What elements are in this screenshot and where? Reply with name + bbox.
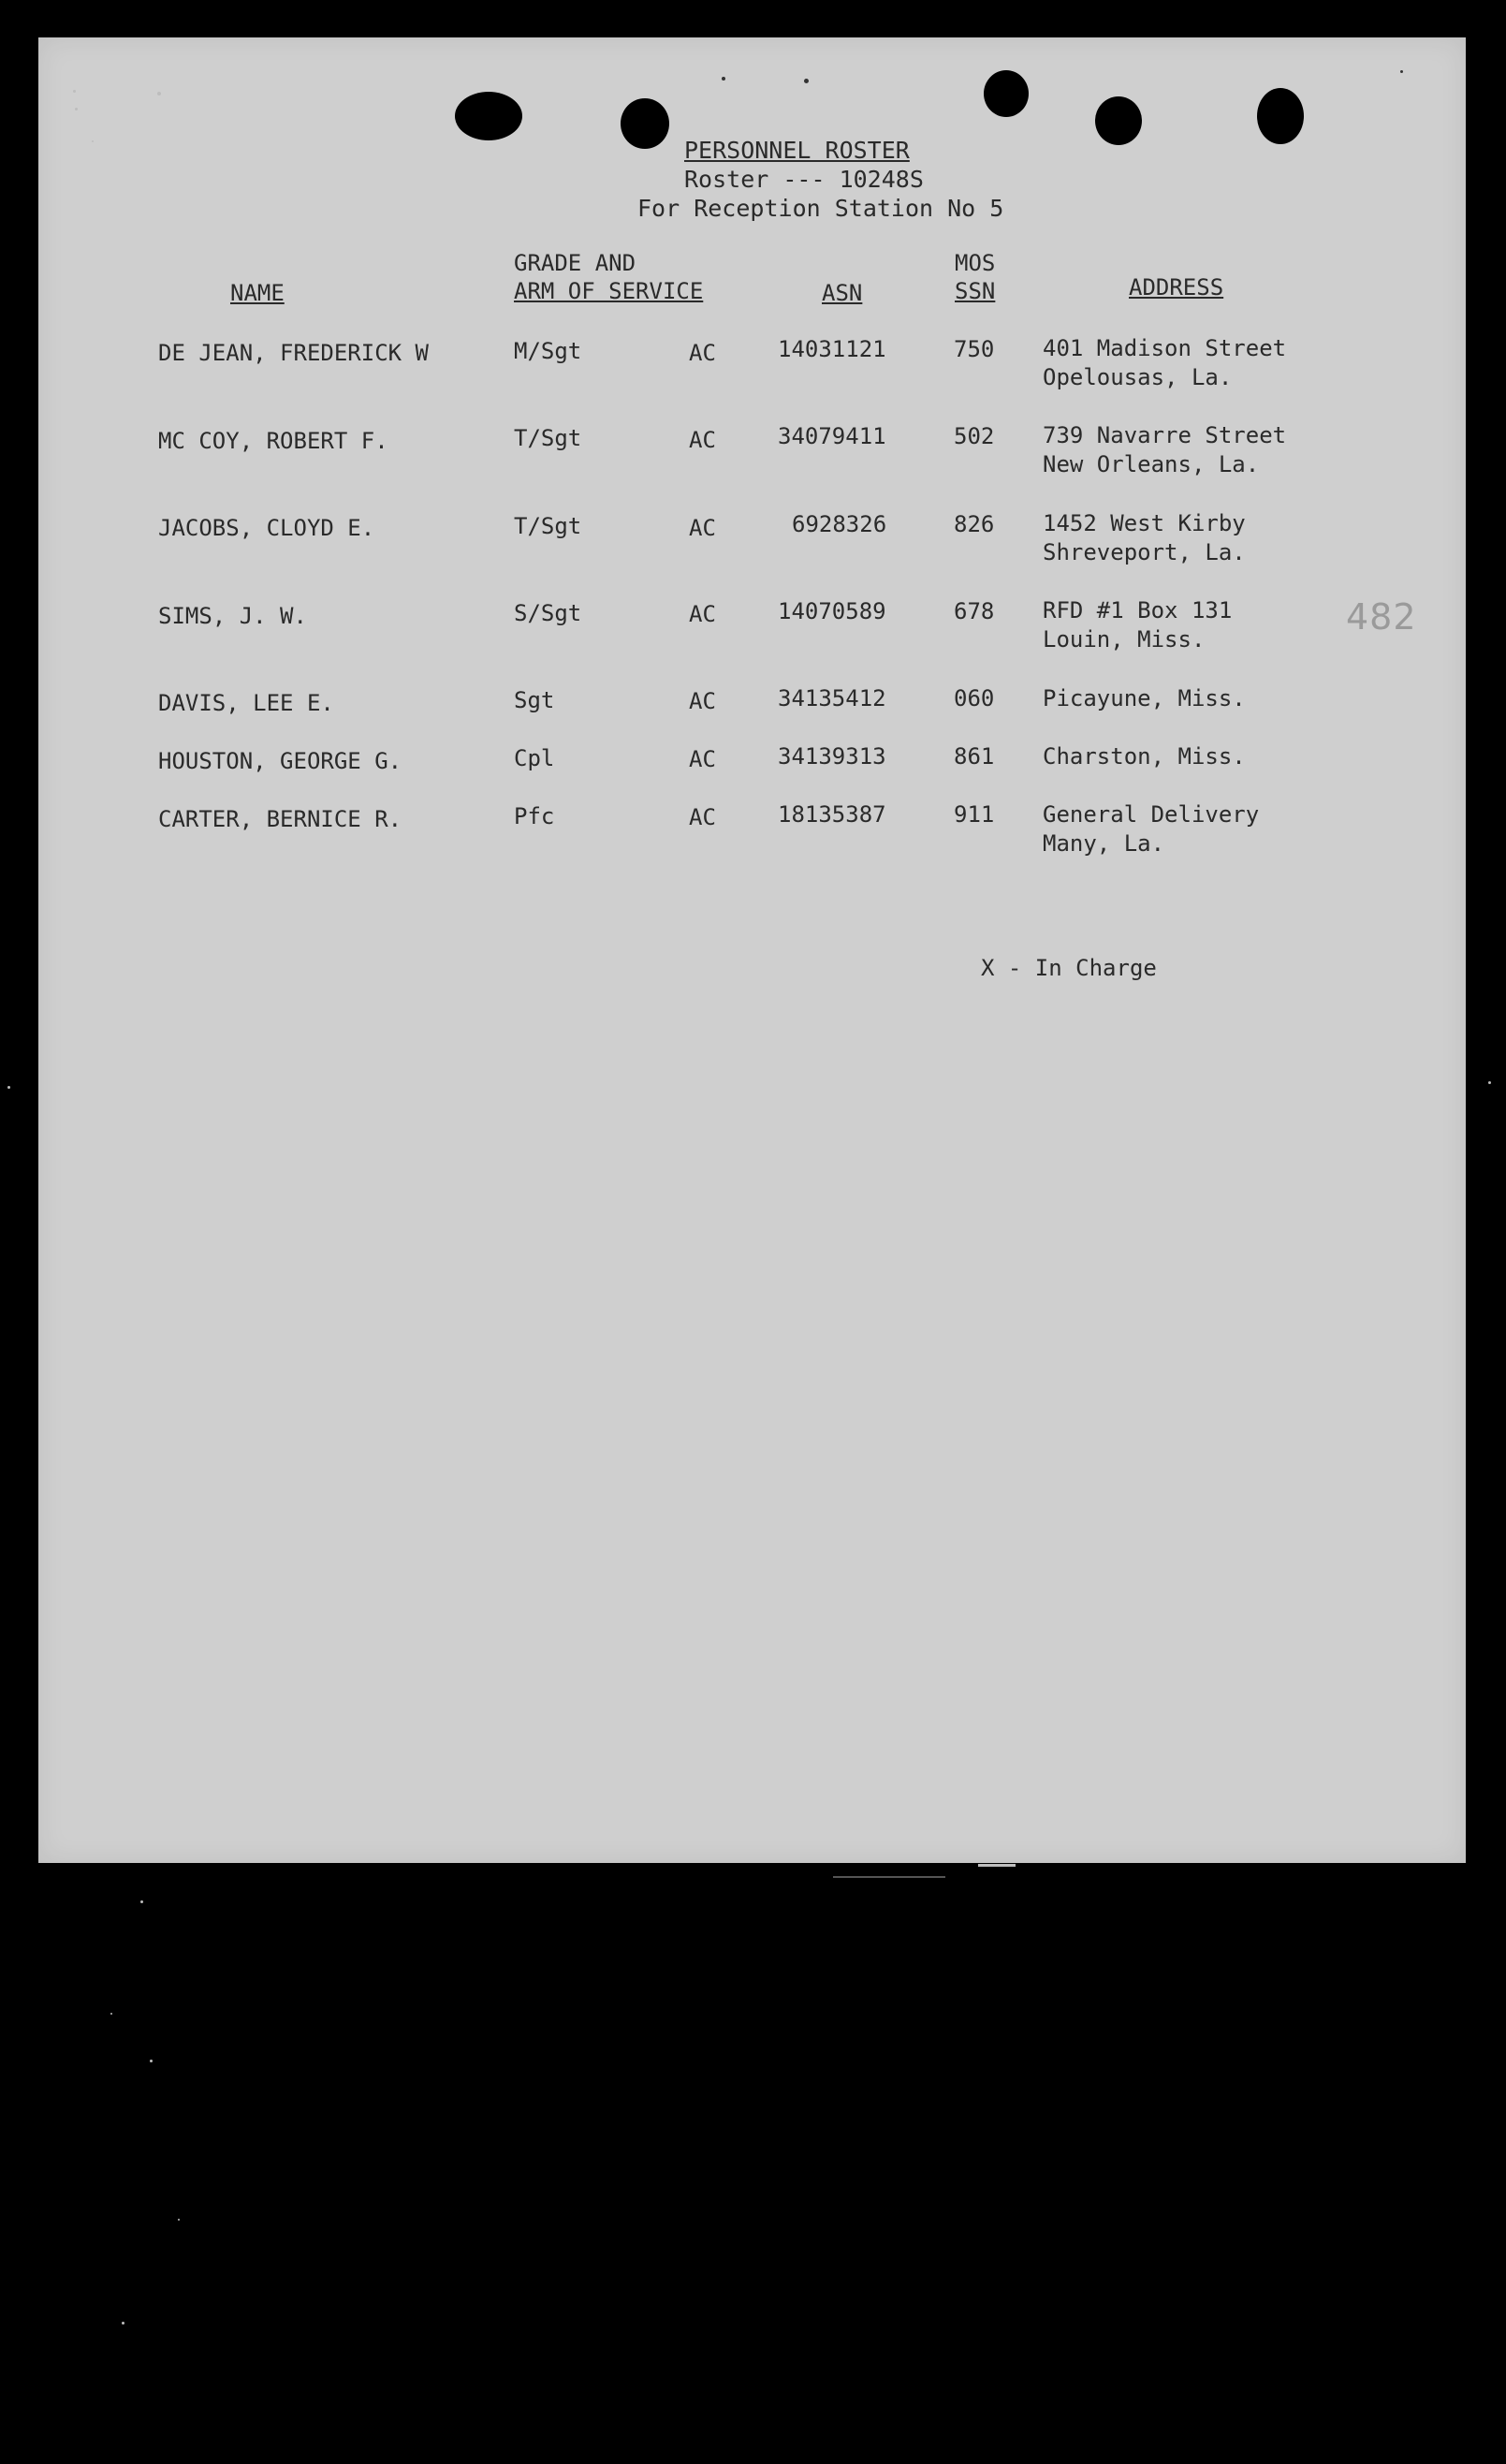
speck [833, 1876, 945, 1878]
header-grade-line1: GRADE AND [514, 250, 636, 276]
speck [140, 1900, 143, 1903]
row-grade: M/Sgt [514, 338, 582, 364]
row-arm: AC [689, 804, 716, 830]
speck [1400, 70, 1403, 73]
speck [7, 1086, 10, 1089]
speck [1488, 1081, 1491, 1084]
row-name: DAVIS, LEE E. [158, 690, 334, 716]
speck [122, 2322, 124, 2325]
row-name: SIMS, J. W. [158, 603, 307, 629]
row-address-line2: Shreveport, La. [1043, 539, 1246, 565]
row-arm: AC [689, 601, 716, 627]
roster-sheet [38, 37, 1466, 1863]
row-name: HOUSTON, GEORGE G. [158, 748, 402, 774]
header-grade-line2: ARM OF SERVICE [514, 278, 704, 304]
header-mos: MOS [955, 250, 996, 276]
row-ssn: 911 [954, 801, 995, 828]
row-address-line2: Opelousas, La. [1043, 364, 1233, 390]
row-asn: 34135412 [778, 685, 886, 711]
row-address-line1: Charston, Miss. [1043, 743, 1246, 770]
row-name: MC COY, ROBERT F. [158, 428, 388, 454]
speck [157, 92, 161, 95]
row-arm: AC [689, 515, 716, 541]
punch-hole-1 [455, 92, 522, 140]
row-ssn: 861 [954, 743, 995, 770]
roster-number: Roster --- 10248S [684, 166, 924, 193]
speck [110, 2013, 112, 2015]
punch-hole-5 [1257, 88, 1304, 144]
punch-hole-2 [621, 98, 669, 149]
row-arm: AC [689, 688, 716, 714]
row-grade: Sgt [514, 687, 555, 713]
row-arm: AC [689, 746, 716, 772]
row-ssn: 502 [954, 423, 995, 449]
row-asn: 14070589 [778, 598, 886, 624]
punch-hole-3 [984, 70, 1029, 117]
row-ssn: 826 [954, 511, 995, 537]
row-address-line2: Many, La. [1043, 830, 1165, 857]
header-ssn: SSN [955, 278, 996, 304]
row-address-line2: Louin, Miss. [1043, 626, 1206, 653]
row-grade: T/Sgt [514, 513, 582, 539]
row-name: JACOBS, CLOYD E. [158, 515, 375, 541]
row-grade: Cpl [514, 745, 555, 771]
header-asn: ASN [822, 280, 863, 306]
row-arm: AC [689, 340, 716, 366]
header-address: ADDRESS [1129, 274, 1224, 301]
page-number-stamp: 482 [1346, 596, 1417, 638]
row-asn: 14031121 [778, 336, 886, 362]
speck [978, 1864, 1016, 1867]
row-asn: 34139313 [778, 743, 886, 770]
speck [178, 2219, 180, 2221]
speck [804, 79, 809, 83]
row-grade: Pfc [514, 803, 555, 829]
row-ssn: 060 [954, 685, 995, 711]
speck [75, 108, 78, 110]
row-arm: AC [689, 427, 716, 453]
row-name: DE JEAN, FREDERICK W [158, 340, 429, 366]
row-address-line1: 401 Madison Street [1043, 335, 1287, 361]
row-asn: 6928326 [792, 511, 887, 537]
row-name: CARTER, BERNICE R. [158, 806, 402, 832]
speck [73, 90, 76, 93]
row-address-line1: Picayune, Miss. [1043, 685, 1246, 711]
speck [150, 2060, 153, 2062]
in-charge-note: X - In Charge [981, 955, 1157, 981]
row-asn: 34079411 [778, 423, 886, 449]
row-address-line1: General Delivery [1043, 801, 1260, 828]
row-address-line2: New Orleans, La. [1043, 451, 1260, 477]
row-address-line1: RFD #1 Box 131 [1043, 597, 1233, 623]
row-asn: 18135387 [778, 801, 886, 828]
row-address-line1: 1452 West Kirby [1043, 510, 1246, 536]
station-line: For Reception Station No 5 [637, 195, 1004, 222]
row-ssn: 678 [954, 598, 995, 624]
speck [92, 140, 94, 142]
row-grade: S/Sgt [514, 600, 582, 626]
row-grade: T/Sgt [514, 425, 582, 451]
speck [722, 77, 725, 81]
punch-hole-4 [1095, 96, 1142, 145]
header-name: NAME [230, 280, 285, 306]
document-title: PERSONNEL ROSTER [684, 137, 910, 164]
row-ssn: 750 [954, 336, 995, 362]
row-address-line1: 739 Navarre Street [1043, 422, 1287, 448]
